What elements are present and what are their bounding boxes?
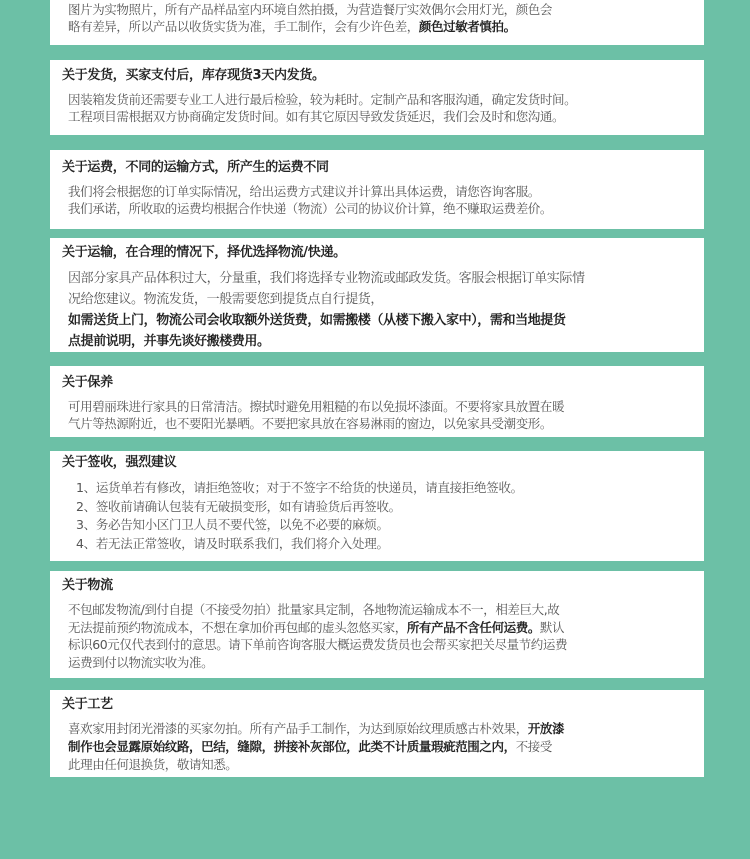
text-span: 无法提前预约物流成本，不想在拿加价再包邮的虚头忽悠买家， <box>68 619 407 635</box>
body-line <box>68 183 690 200</box>
signing-list <box>62 479 690 553</box>
body-line <box>68 654 690 672</box>
body-line <box>68 91 690 108</box>
notice-card-transport <box>50 238 704 352</box>
notice-card-photos <box>50 0 704 45</box>
bold-text: 点提前说明，并事先谈好搬楼费用。 <box>68 334 270 349</box>
notice-card-logistics <box>50 571 704 678</box>
card-body <box>62 398 690 432</box>
body-line <box>68 398 690 415</box>
text-span: 因部分家具产品体积过大，分量重，我们将选择专业物流或邮政发货。客服会根据订单实际情 <box>68 271 585 286</box>
card-title: 关于物流 <box>62 578 113 593</box>
card-title: 关于运输，在合理的情况下，择优选择物流/快递。 <box>62 245 346 260</box>
text-span: 图片为实物照片，所有产品样品室内环境自然拍摄，为营造餐厅实效偶尔会用灯光，颜色会 <box>68 2 553 17</box>
text-span: 我们将会根据您的订单实际情况，给出运费方式建议并计算出具体运费，请您咨询客服。 <box>68 184 540 199</box>
card-body <box>62 720 690 774</box>
text-span: 不包邮发物流/到付自提（不接受勿拍）批量家具定制，各地物流运输成本不一，相差巨大,故 <box>68 602 560 617</box>
bold-text: 所有产品不含任何运费。 <box>406 619 540 635</box>
body-line <box>68 268 690 289</box>
list-item: 3、务必告知小区门卫人员不要代签，以免不必要的麻烦。 <box>76 517 389 532</box>
notice-card-shipping-time <box>50 60 704 135</box>
card-title: 关于发货，买家支付后，库存现货3天内发货。 <box>62 68 325 83</box>
body-line <box>68 289 690 310</box>
body-line <box>68 738 690 756</box>
text-span: 此理由任何退换货，敬请知悉。 <box>68 757 238 772</box>
notice-card-shipping-cost <box>50 150 704 229</box>
text-span: 我们承诺，所收取的运费均根据合作快递（物流）公司的协议价计算，绝不赚取运费差价。 <box>68 201 553 216</box>
card-body <box>62 601 690 671</box>
text-span: 因装箱发货前还需要专业工人进行最后检验，较为耗时。定制产品和客服沟通，确定发货时间。 <box>68 92 577 107</box>
text-span: 标识60元仅代表到付的意思。请下单前咨询客服大概运费发货员也会帮买家把关尽量节约运费 <box>68 637 568 652</box>
body-line <box>68 1 690 18</box>
body-line <box>68 108 690 125</box>
card-title: 关于工艺 <box>62 697 113 712</box>
card-body <box>62 268 690 352</box>
text-span: 气片等热源附近，也不要阳光暴晒。不要把家具放在容易淋雨的窗边，以免家具受潮变形。 <box>68 416 553 431</box>
bold-warning: 颜色过敏者慎拍。 <box>418 19 516 34</box>
text-span: 运费到付以物流实收为准。 <box>68 654 214 670</box>
bold-text: 开放漆 <box>527 721 565 736</box>
text-span: 工程项目需根据双方协商确定发货时间。如有其它原因导致发货延迟，我们会及时和您沟通。 <box>68 109 565 124</box>
card-body <box>62 91 690 125</box>
text-span: 不接受 <box>515 739 553 754</box>
text-span: 略有差异，所以产品以收货实货为准，手工制作，会有少许色差， <box>68 19 419 34</box>
notice-card-signing <box>50 451 704 561</box>
bold-text: 如需送货上门，物流公司会收取额外送货费，如需搬楼（从楼下搬入家中），需和当地提货 <box>68 313 566 328</box>
text-span: 可用碧丽珠进行家具的日常清洁。擦拭时避免用粗糙的布以免损坏漆面。不要将家具放置在暖 <box>68 399 565 414</box>
body-line <box>68 200 690 217</box>
body-line <box>68 18 690 35</box>
text-span: 况给您建议。物流发货，一般需要您到提货点自行提货， <box>68 292 384 307</box>
bold-text: 制作也会显露原始纹路，巴结，缝隙，拼接补灰部位，此类不计质量瑕疵范围之内， <box>68 739 516 754</box>
list-item: 2、签收前请确认包装有无破损变形，如有请验货后再签收。 <box>76 498 401 514</box>
body-line <box>68 601 690 619</box>
body-line <box>68 331 690 352</box>
list-item: 4、若无法正常签收，请及时联系我们，我们将介入处理。 <box>76 535 389 551</box>
card-body <box>62 1 690 35</box>
list-item: 1、运货单若有修改，请拒绝签收；对于不签字不给货的快递员，请直接拒绝签收。 <box>76 480 523 495</box>
text-span: 默认 <box>539 619 565 635</box>
body-line <box>68 636 690 654</box>
card-title: 关于签收，强烈建议 <box>62 455 177 470</box>
body-line <box>68 619 690 637</box>
body-line <box>68 415 690 432</box>
body-line <box>68 310 690 331</box>
card-body <box>62 183 690 217</box>
card-title: 关于运费，不同的运输方式，所产生的运费不同 <box>62 160 329 175</box>
notice-card-maintenance <box>50 366 704 437</box>
card-title: 关于保养 <box>62 375 113 390</box>
notice-card-craft <box>50 690 704 777</box>
body-line <box>68 720 690 738</box>
text-span: 喜欢家用封闭光滑漆的买家勿拍。所有产品手工制作，为达到原始纹理质感古朴效果， <box>68 721 528 736</box>
body-line <box>68 756 690 774</box>
